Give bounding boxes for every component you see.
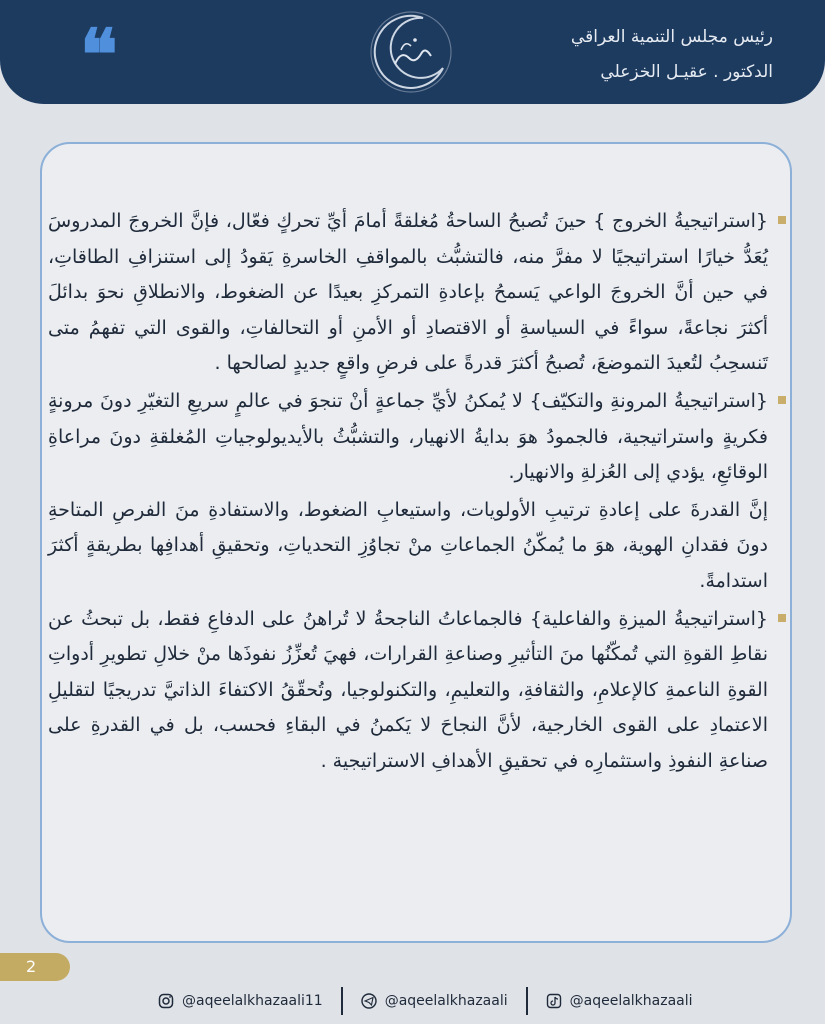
author-name: الدكتور . عقيـل الخزعلي	[600, 62, 773, 82]
bullet-square-icon	[778, 396, 786, 404]
telegram-icon	[361, 993, 377, 1009]
instagram-handle: @aqeelalkhazaali11	[182, 993, 323, 1009]
header-banner	[0, 0, 825, 104]
paragraph-text: {استراتيجيةُ الميزةِ والفاعلية} فالجماعاتُ الناجحةُ لا تُراهنُ على الدفاعِ فقط، بل تبحثُ عن نقاطِ القوةِ التي تُمكّنُها منَ التأثيرِ وصناعةِ القرارات، فهيَ تُعزِّزُ نفوذَها منْ خلالِ تطويرِ أدواتِ القوةِ الناعمةِ كالإعلامِ، والثقافةِ، والتعليمِ، والتكنولوجيا، وتُحقّقُ الاكتفاءَ الذاتيَّ تدريجيًا لتقليلِ الاعتمادِ على القوى الخارجية، لأنَّ النجاحَ لا يَكمنُ في البقاءِ فحسب، بل في القدرةِ على صناعةِ النفوذِ واستثمارِه في تحقيقِ الأهدافِ الاستراتيجية .	[48, 607, 768, 772]
bullet-square-icon	[778, 216, 786, 224]
bullet-square-icon	[778, 614, 786, 622]
instagram-icon	[158, 993, 174, 1009]
paragraph-text: إنَّ القدرةَ على إعادةِ ترتيبِ الأولويات، واستيعابِ الضغوط، والاستفادةِ منَ الفرصِ المتاحةِ دونَ فقدانِ الهوية، هوَ ما يُمكّنُ الجماعاتِ منْ تجاوُزِ التحدياتِ، وتحقيقِ أهدافِها بطريقةٍ أكثرَ استدامةً.	[48, 498, 768, 592]
quote-icon: ❝	[80, 13, 118, 96]
paragraph-exit-strategy	[48, 204, 768, 382]
tiktok-icon	[546, 993, 562, 1009]
tiktok-link[interactable]	[528, 993, 711, 1009]
telegram-handle: @aqeelalkhazaali	[384, 993, 508, 1009]
paragraph-flexibility-strategy	[48, 384, 768, 491]
paragraph-text: {استراتيجيةُ الخروج } حينَ تُصبحُ الساحةُ مُغلقةً أمامَ أيِّ تحركٍ فعّال، فإنَّ الخروجَ المدروسَ يُعَدُّ خيارًا استراتيجيًا لا مفرَّ منه، فالتشبُّث بالمواقفِ الخاسرةِ يَقودُ إلى استنزافِ الطاقاتِ، في حين أنَّ الخروجَ الواعي يَسمحُ بإعادةِ التمركزِ بعيدًا عن الضغوط، والانطلاقِ نحوَ بدائلَ أكثرَ نجاعةً، سواءً في السياسةِ أو الاقتصادِ أو الأمنِ أو التحالفاتِ، والقوى التي تفهمُ متى تَنسحِبُ لتُعيدَ التموضعَ، تُصبحُ أكثرَ قدرةً على فرضِ واقعٍ جديدٍ لصالحها .	[48, 210, 768, 375]
content-card	[40, 142, 792, 943]
paragraph-text: {استراتيجيةُ المرونةِ والتكيّف} لا يُمكنُ لأيِّ جماعةٍ أنْ تنجوَ في عالمٍ سريعِ التغيّرِ دونَ مرونةٍ فكريةٍ واستراتيجية، فالجمودُ هوَ بدايةُ الانهيار، والتشبُّثُ بالأيديولوجياتِ المُغلقةِ دونَ مراعاةِ الوقائعِ، يؤدي إلى العُزلةِ والانهيار.	[48, 389, 768, 484]
paragraph-advantage-strategy	[48, 602, 768, 780]
author-block	[571, 24, 773, 86]
author-title: رئيس مجلس التنمية العراقي	[570, 27, 773, 47]
paragraph-priorities	[48, 493, 768, 600]
instagram-link[interactable]	[140, 993, 341, 1009]
crescent-calligraphy-logo	[365, 6, 457, 98]
telegram-link[interactable]	[343, 993, 526, 1009]
page-number: 2	[0, 953, 70, 981]
article-body	[48, 204, 768, 782]
social-footer	[140, 985, 711, 1017]
tiktok-handle: @aqeelalkhazaali	[569, 993, 693, 1009]
